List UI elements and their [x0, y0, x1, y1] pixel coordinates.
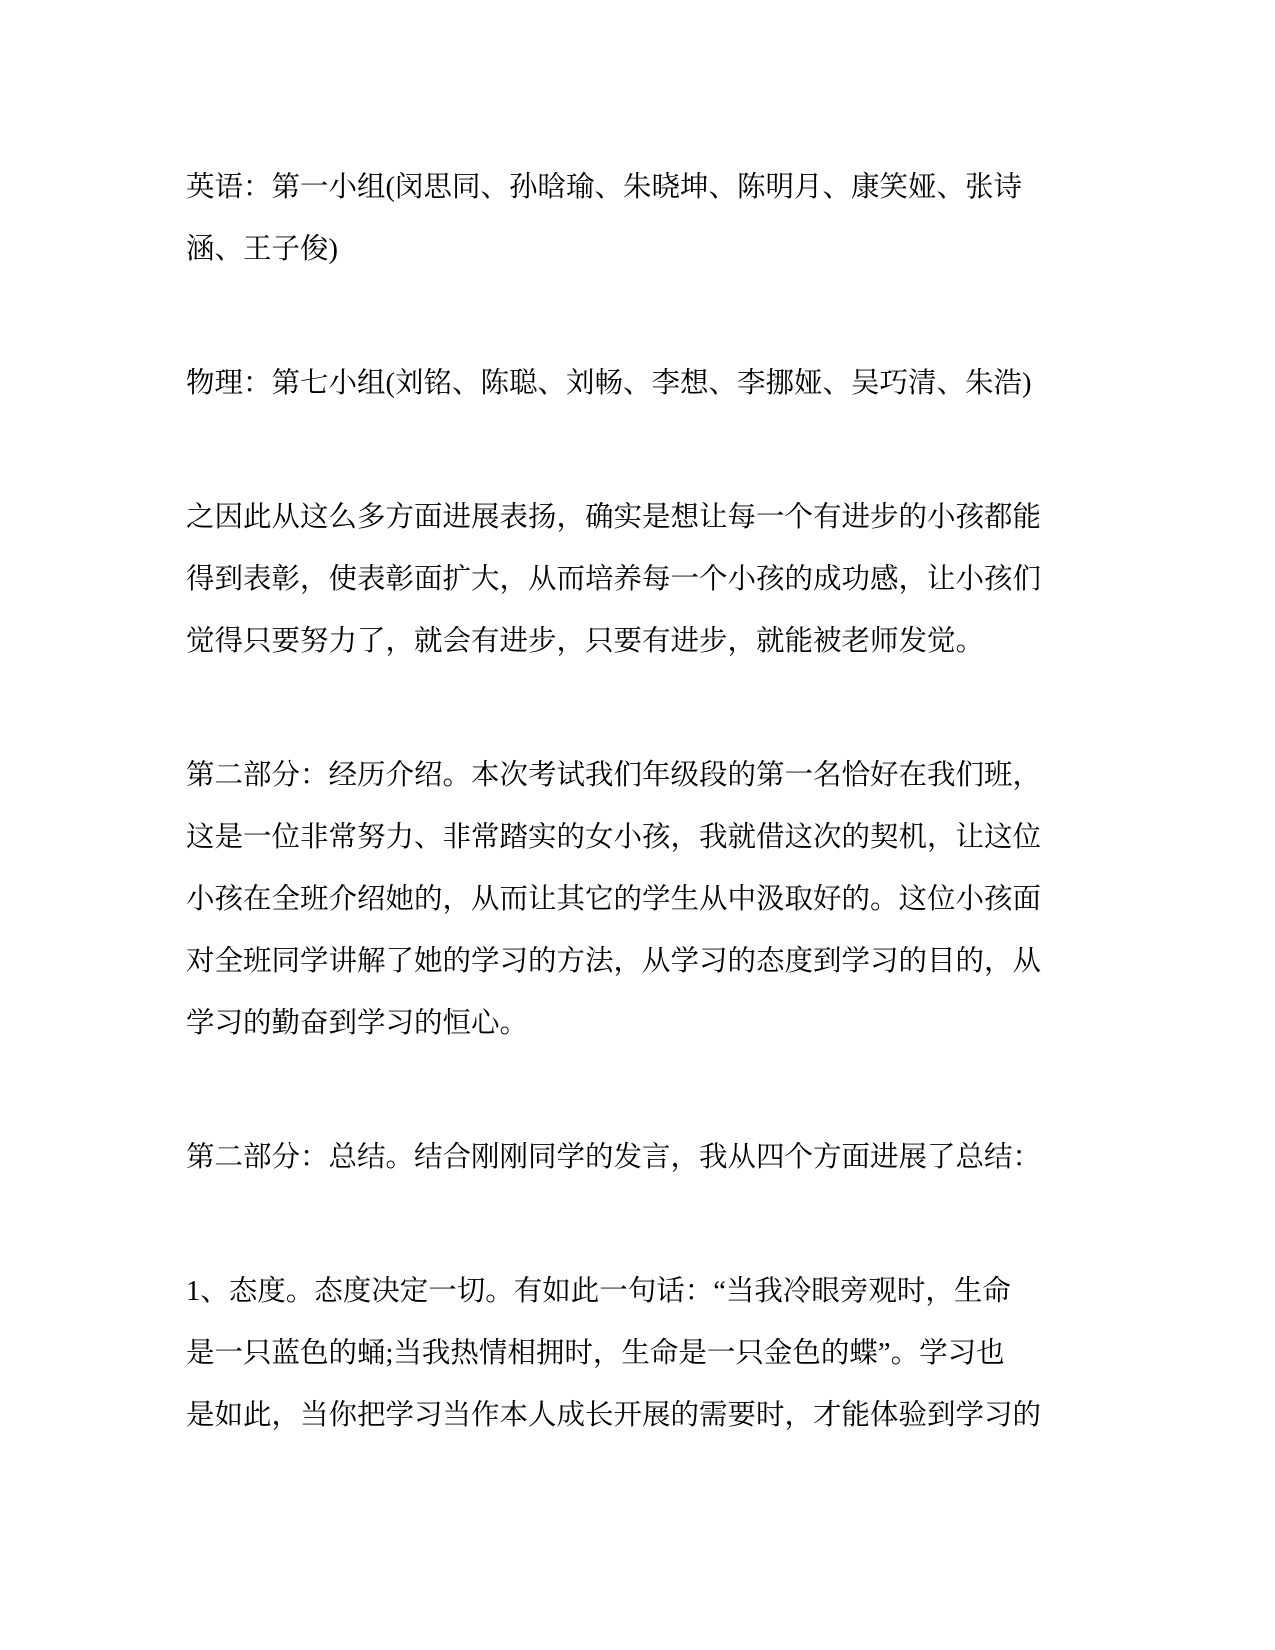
- text-line: 是如此，当你把学习当作本人成长开展的需要时，才能体验到学习的: [186, 1400, 1042, 1431]
- text-line: 得到表彰，使表彰面扩大，从而培养每一个小孩的成功感，让小孩们: [186, 564, 1042, 595]
- text-line: 第二部分：经历介绍。本次考试我们年级段的第一名恰好在我们班，: [186, 760, 1042, 791]
- text-line: 第二部分：总结。结合刚刚同学的发言，我从四个方面进展了总结：: [186, 1142, 1042, 1173]
- text-line: 对全班同学讲解了她的学习的方法，从学习的态度到学习的目的，从: [186, 946, 1042, 977]
- text-line: 觉得只要努力了，就会有进步，只要有进步，就能被老师发觉。: [186, 626, 985, 657]
- text-line: 物理：第七小组(刘铭、陈聪、刘畅、李想、李挪娅、吴巧清、朱浩): [186, 368, 1032, 399]
- paragraph-summary: [186, 1127, 1056, 1189]
- text-line: 学习的勤奋到学习的恒心。: [186, 1008, 529, 1039]
- paragraph-praise-explanation: [186, 487, 1056, 673]
- paragraph-experience-intro: [186, 745, 1056, 1055]
- paragraph-english-group: [186, 157, 1056, 281]
- text-line: 这是一位非常努力、非常踏实的女小孩，我就借这次的契机，让这位: [186, 822, 1042, 853]
- text-line: 1、态度。态度决定一切。有如此一句话：“当我冷眼旁观时，生命: [186, 1276, 1011, 1307]
- document-body: [186, 157, 1056, 1519]
- text-line: 英语：第一小组(闵思同、孙晗瑜、朱晓坤、陈明月、康笑娅、张诗: [186, 172, 1022, 203]
- text-line: 涵、王子俊): [186, 234, 338, 265]
- text-line: 之因此从这么多方面进展表扬，确实是想让每一个有进步的小孩都能: [186, 502, 1042, 533]
- text-line: 小孩在全班介绍她的，从而让其它的学生从中汲取好的。这位小孩面: [186, 884, 1042, 915]
- paragraph-physics-group: [186, 353, 1056, 415]
- text-line: 是一只蓝色的蛹;当我热情相拥时，生命是一只金色的蝶”。学习也: [186, 1338, 1005, 1369]
- paragraph-attitude: [186, 1261, 1056, 1447]
